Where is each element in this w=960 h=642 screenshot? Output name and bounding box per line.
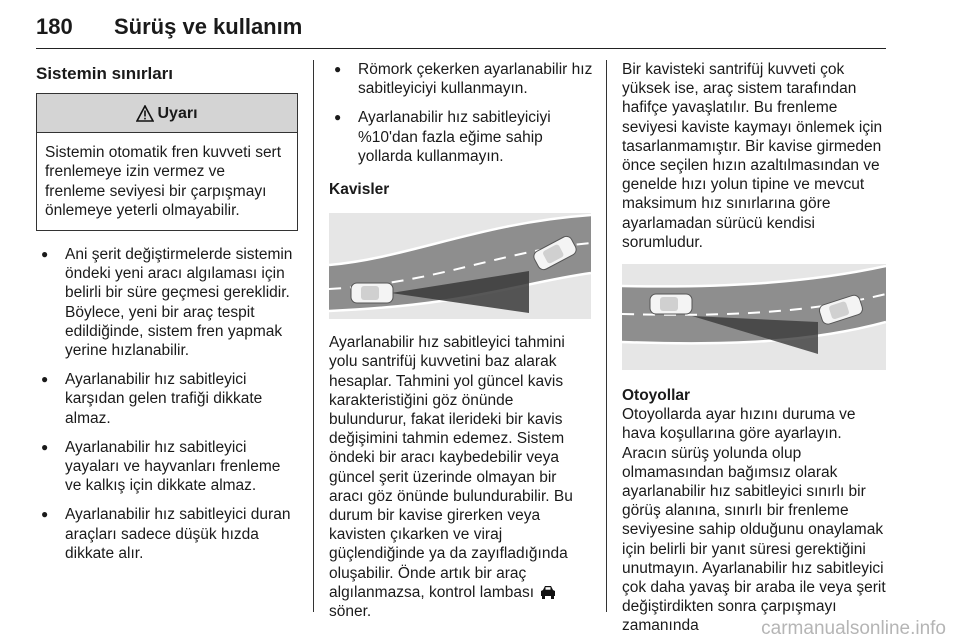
warning-text: Sistemin otomatik fren kuvveti sert frenlemeye izin vermez ve frenleme seviyesi bir çarpışmayı önlemeye yeterli olmayabilir. [45, 144, 282, 219]
subheading-highways: Otoyollar [622, 387, 691, 405]
chapter-title: Sürüş ve kullanım [114, 14, 303, 39]
column-2 [329, 60, 593, 621]
warning-title: Uyarı [157, 104, 198, 122]
curves-text-end: söner. [329, 603, 372, 621]
warning-triangle-icon [136, 105, 154, 122]
curve-illustration [329, 213, 591, 319]
curves-text: Ayarlanabilir hız sabitleyici tahmini yolu santrifüj kuvvetini baz alarak hesaplar. Tahmini yol güncel kavis karakteristiğini göz önünde bulundurur, fakat ilerideki bir kavis değişimini tahmin edemez. Sistem öndeki bir aracı kaybedebilir veya güncel şerit üzerinde olmayan bir aracı göz önünde bulundurabilir. Bu durum bir kavise girerken veya kavisten çıkarken ve viraj güçlendiğinde ya da zayıfladığında oluşabilir. Önde artık bir araç algılanmazsa, kontrol lambası [329, 334, 573, 601]
subheading-curves: Kavisler [329, 181, 390, 199]
list-item: ● Ani şerit değiştirmelerde sistemin öndeki yeni aracı algılaması için belirli bir süre geçmesi gereklidir. Böylece, yeni bir araç tespit edildiğinde, sistem fren yapmak yerine hızlanabilir. [36, 245, 298, 360]
column-1 [36, 60, 298, 573]
car-icon [650, 294, 692, 314]
column-3 [622, 60, 886, 636]
section-title: Sistemin sınırları [36, 64, 173, 83]
list-item: ● Ayarlanabilir hız sabitleyici karşıdan gelen trafiği dikkate almaz. [36, 370, 298, 428]
vehicle-ahead-indicator-icon [540, 585, 556, 599]
bullet-list [36, 245, 298, 563]
curves-paragraph [329, 333, 593, 621]
list-item: ● Ayarlanabilir hız sabitleyiciyi %10'dan fazla eğime sahip yollarda kullanmayın. [329, 108, 593, 166]
column-divider [606, 60, 607, 612]
page-number: 180 [36, 14, 73, 39]
bullet-list [329, 60, 593, 166]
car-icon [351, 283, 393, 303]
list-item: ● Römork çekerken ayarlanabilir hız sabitleyiciyi kullanmayın. [329, 60, 593, 98]
list-item: ● Ayarlanabilir hız sabitleyici yayaları ve hayvanları frenleme ve kalkış için dikkate almaz. [36, 438, 298, 496]
column-divider [313, 60, 314, 612]
warning-header [37, 94, 297, 133]
curve-exit-illustration [622, 264, 886, 370]
watermark: carmanualsonline.info [761, 618, 946, 639]
list-item: ● Ayarlanabilir hız sabitleyici duran araçları sadece düşük hızda dikkate alır. [36, 505, 298, 563]
highways-paragraph: Otoyollarda ayar hızını duruma ve hava koşullarına göre ayarlayın. Aracın sürüş yolunda olup olmamasından bağımsız olarak ayarlanabilir hız sabitleyici sınırlı bir görüş alanına, sınırlı bir frenleme seviyesine sahip olduğunu onaylamak için belirli bir yanıt süresi gerektiğini unutmayın. Ayarlanabilir hız sabitleyici çok daha yavaş bir araba ile veya şerit değiştirdikten sonra çarpışmayı zamanında [622, 406, 886, 635]
curve-braking-paragraph: Bir kavisteki santrifüj kuvveti çok yüksek ise, araç sistem tarafından hafifçe yavaşlatılır. Bu frenleme seviyesi kaviste kaymayı önlemek için tasarlanmamıştır. Bir kavise girmeden önce seçilen hızın azaltılmasından ve genelde hızı yolun tipine ve mevcut maksimum hız sınırlarına göre ayarlamadan sürücü kendisi sorumludur. [622, 61, 883, 251]
page-header [36, 8, 886, 49]
warning-box [36, 93, 298, 231]
